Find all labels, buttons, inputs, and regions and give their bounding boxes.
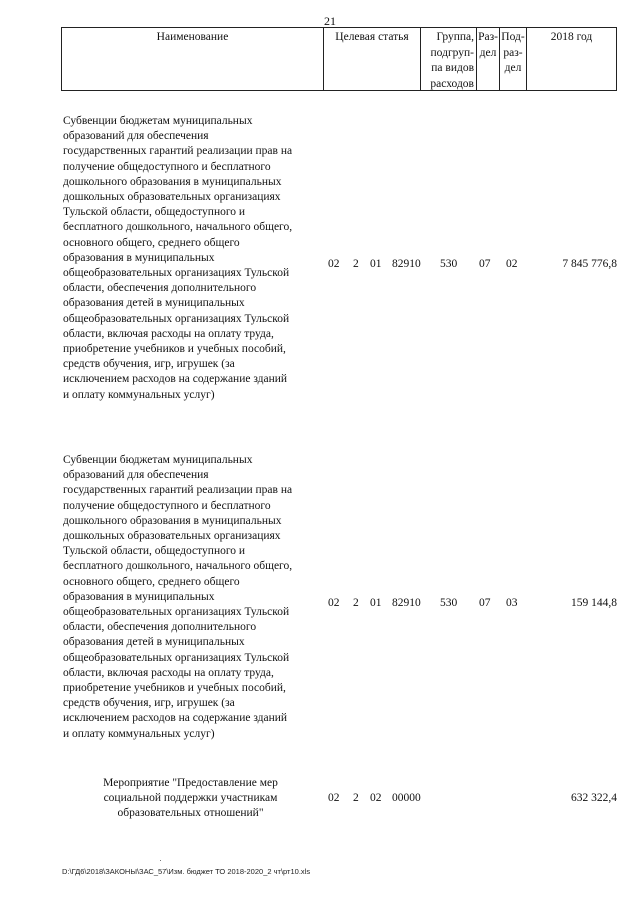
header-section xyxy=(477,28,500,90)
row-name: Субвенции бюджетам муниципальных образований для обеспечения государственных гарантий реализации прав на получение общедоступного и бесплатного дошкольного образования в муниципальных дошкольных образовательных организациях Тульской области, общедоступного и бесплатного дошкольного, начального общего, основного общего, среднего общего образования в муниципальных общеобразовательных организациях Тульской области, обеспечения дополнительного образования детей в муниципальных общеобразовательных организациях Тульской области, включая расходы на оплату труда, приобретение учебников и учебных пособий, средств обучения, игр, игрушек (за исключением расходов на содержание зданий и оплату коммунальных услуг) xyxy=(63,115,293,401)
code-direction: 82910 xyxy=(392,597,421,609)
footer-file-path: D:\ГД6\2018\ЗАКОНЫ\ЗАС_57\Изм. бюджет ТО 2018-2020_2 чт\рт10.xls xyxy=(62,867,311,876)
header-subsection-line: дел xyxy=(504,62,522,74)
code-direction: 82910 xyxy=(392,258,421,270)
header-section-line: Раз- xyxy=(478,31,498,43)
scan-speck xyxy=(160,860,161,861)
code-program: 02 xyxy=(328,597,340,609)
row-amount: 632 322,4 xyxy=(571,792,617,804)
table-header xyxy=(61,27,617,91)
row-name: Субвенции бюджетам муниципальных образований для обеспечения государственных гарантий реализации прав на получение общедоступного и бесплатного дошкольного образования в муниципальных дошкольных образовательных организациях Тульской области, общедоступного и бесплатного дошкольного, начального общего, основного общего, среднего общего образования в муниципальных общеобразовательных организациях Тульской области, обеспечения дополнительного образования детей в муниципальных общеобразовательных организациях Тульской области, включая расходы на оплату труда, приобретение учебников и учебных пособий, средств обучения, игр, игрушек (за исключением расходов на содержание зданий и оплату коммунальных услуг) xyxy=(63,454,293,740)
code-event: 01 xyxy=(370,597,382,609)
table-row xyxy=(63,453,617,753)
table-row xyxy=(63,114,617,414)
row-name: Мероприятие "Предоставление мер социальной поддержки участникам образовательных отношений" xyxy=(103,777,278,820)
code-event: 02 xyxy=(370,792,382,804)
header-group-line: подгруп- xyxy=(430,46,474,59)
code-program: 02 xyxy=(328,258,340,270)
page-number: 21 xyxy=(324,14,336,28)
header-target-article: Целевая статья xyxy=(324,28,421,90)
row-group: 530 xyxy=(440,597,458,609)
row-subsection: 02 xyxy=(506,258,518,270)
row-amount: 159 144,8 xyxy=(571,597,617,609)
row-group: 530 xyxy=(440,258,458,270)
header-group-line: па видов xyxy=(431,62,474,74)
header-name: Наименование xyxy=(62,28,324,90)
header-group-line: расходов xyxy=(430,77,474,90)
header-subsection-line: Под- xyxy=(501,31,525,43)
header-subsection-line: раз- xyxy=(503,46,523,59)
row-subsection: 03 xyxy=(506,597,518,609)
code-event: 01 xyxy=(370,258,382,270)
header-year: 2018 год xyxy=(550,31,593,43)
code-program: 02 xyxy=(328,792,340,804)
row-section: 07 xyxy=(479,597,491,609)
code-subprogram: 2 xyxy=(353,258,359,270)
code-direction: 00000 xyxy=(392,792,421,804)
header-section-line: дел xyxy=(479,46,497,59)
header-group-line: Группа, xyxy=(436,31,474,43)
header-subsection xyxy=(500,28,527,90)
code-subprogram: 2 xyxy=(353,597,359,609)
code-subprogram: 2 xyxy=(353,792,359,804)
row-amount: 7 845 776,8 xyxy=(562,258,617,270)
table-row xyxy=(63,776,617,826)
header-group xyxy=(421,28,477,90)
row-section: 07 xyxy=(479,258,491,270)
